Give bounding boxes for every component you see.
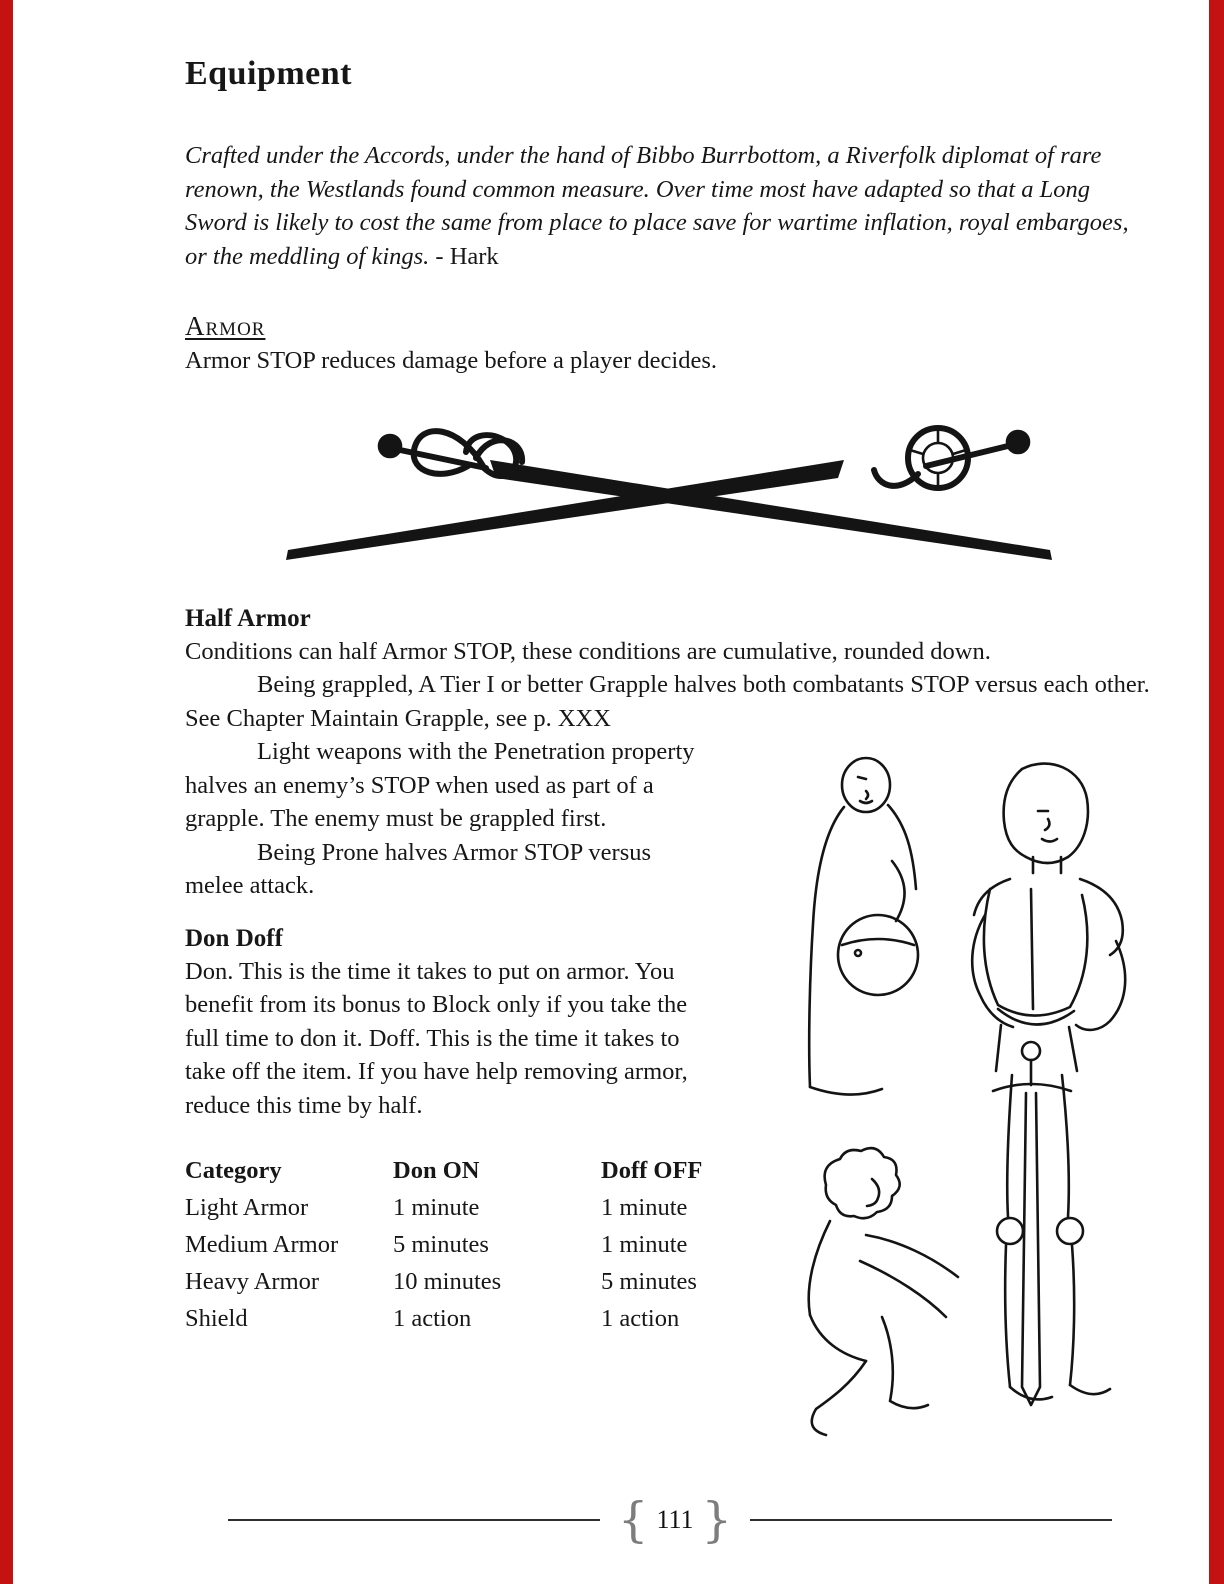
table-cell: Medium Armor (185, 1231, 339, 1258)
don-doff-heading: Don Doff (185, 924, 283, 952)
intro-quote-italic: Crafted under the Accords, under the hand of Bibbo Burrbottom, a Riverfolk diplomat of rare renown, the Westlands found common measure. Over time most have adapted so that a Long Sword is likely to cost the same from place to place save for wartime inflation, royal embargoes, or the meddling of kings. (185, 142, 1129, 270)
table-header-category: Category (185, 1157, 282, 1184)
intro-quote-attribution: - Hark (429, 242, 499, 270)
right-page-edge (1209, 0, 1224, 1584)
crossed-swords-illustration (278, 394, 1058, 579)
table-cell: Shield (185, 1305, 248, 1332)
footer-rule-right (750, 1519, 1112, 1521)
knight-donning-armor-illustration (730, 739, 1150, 1454)
table-cell: 1 minute (601, 1231, 688, 1258)
footer-rule-left (228, 1519, 600, 1521)
half-armor-paragraph-3: Light weapons with the Penetration property halves an enemy’s STOP when used as part of a grapple. The enemy must be grappled first. (185, 738, 695, 832)
table-cell: 10 minutes (393, 1268, 502, 1295)
table-cell: 1 minute (393, 1194, 480, 1221)
table-cell: 1 action (393, 1305, 472, 1332)
table-row (185, 1300, 709, 1337)
don-doff-paragraph: Don. This is the time it takes to put on armor. You benefit from its bonus to Block only if you take the full time to don it. Doff. This is the time it takes to take off the item. If you have help removing armor, reduce this time by half. (185, 957, 688, 1119)
page-title: Equipment (185, 55, 352, 92)
half-armor-heading: Half Armor (185, 604, 311, 632)
left-page-edge (0, 0, 13, 1584)
footer-brace-right: } (701, 1492, 733, 1548)
table-row (185, 1226, 709, 1263)
armor-intro-text: Armor STOP reduces damage before a player decides. (185, 347, 717, 374)
table-cell: 5 minutes (601, 1268, 697, 1295)
armor-section-heading: Armor (185, 311, 266, 341)
table-row (185, 1189, 709, 1226)
table-cell: 1 minute (601, 1194, 688, 1221)
half-armor-paragraph-1: Conditions can half Armor STOP, these conditions are cumulative, rounded down. (185, 637, 991, 665)
footer-brace-left: { (617, 1492, 649, 1548)
page-footer (58, 1492, 1224, 1548)
table-header-don-on: Don ON (393, 1157, 480, 1184)
table-header-row (185, 1152, 709, 1189)
table-row (185, 1263, 709, 1300)
intro-quote (185, 139, 1150, 273)
table-cell: 5 minutes (393, 1231, 489, 1258)
table-cell: Heavy Armor (185, 1268, 320, 1295)
half-armor-paragraph-2: Being grappled, A Tier I or better Grapple halves both combatants STOP versus each other. See Chapter Maintain Grapple, see p. XXX (185, 671, 1150, 732)
table-header-doff-off: Doff OFF (601, 1157, 703, 1184)
page-content (185, 55, 1150, 1454)
knight-arming-icon (730, 739, 1150, 1454)
table-cell: 1 action (601, 1305, 680, 1332)
half-armor-paragraph-4: Being Prone halves Armor STOP versus melee attack. (185, 838, 652, 899)
crossed-swords-icon (278, 394, 1058, 579)
page-number: 111 (656, 1505, 694, 1534)
table-cell: Light Armor (185, 1194, 309, 1221)
don-doff-table (185, 1152, 709, 1337)
